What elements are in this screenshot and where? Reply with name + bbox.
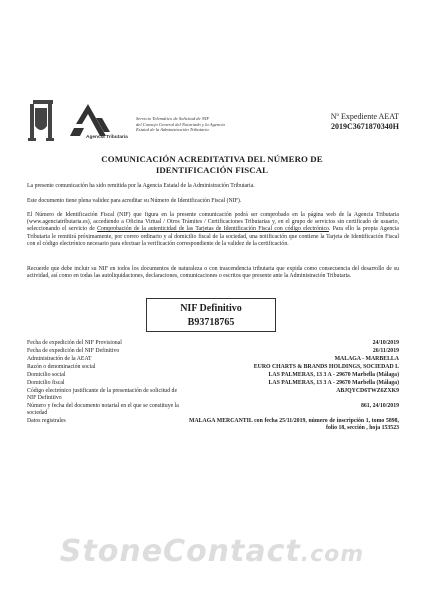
title-line: IDENTIFICACIÓN FISCAL [155, 164, 269, 175]
detail-label: Número y fecha del documento notarial en el que se constituye la sociedad [27, 403, 179, 416]
detail-label: Domicilio fiscal [27, 380, 65, 386]
service-description [136, 116, 276, 133]
paragraph-text: El Número de Identificación Fiscal (NIF) que figura en la presente comunicación podrá ser comprobado en la página web de la Agencia Tributaria (www.agenciatributaria.es), accediendo a Oficina Virtual / Otros Trámites / Certificaciones Tributarias y, en el grupo de servicios sin certificado de usuario, seleccionando el servicio de [27, 212, 399, 233]
paragraph-verification [27, 212, 399, 248]
watermark [0, 534, 424, 569]
detail-label: Fecha de expedición del NIF Provisional [27, 340, 122, 346]
nif-label: NIF Definitivo [180, 303, 242, 314]
detail-label: Razón o denominación social [27, 364, 96, 370]
watermark-main: StoneContact [59, 534, 301, 569]
detail-value: 24/10/2019 [372, 340, 399, 346]
detail-label: Código electrónico justificante de la presentación de solicitud de NIF Definitivo [27, 388, 178, 401]
service-line: Estatal de la Administración Tributaria [136, 127, 209, 132]
verification-service-link: Comprobación de la autenticidad de las Tarjetas de Identificación Fiscal con código electrónico [97, 226, 329, 233]
detail-label: Domicilio social [27, 372, 66, 378]
detail-value: EURO CHARTS & BRANDS HOLDINGS, SOCIEDAD L [253, 364, 399, 370]
detail-value: MALAGA - MARBELLA [334, 356, 399, 362]
detail-label: Datos registrales [27, 418, 66, 424]
paragraph-reminder: Recuerde que debe incluir su NIF en todos los documentos de naturaleza o con trascendencia tributaria que expida como consecuencia del desarrollo de su actividad, así como en todas las autoliquidaciones, declaraciones, comunicaciones o escritos que presente ante la Administración Tributaria. [27, 266, 399, 280]
detail-value: LAS PALMERAS, 13 3 A - 29670 Marbella (Málaga) [268, 380, 399, 386]
detail-value: LAS PALMERAS, 13 3 A - 29670 Marbella (Málaga) [268, 372, 399, 378]
detail-value: 26/11/2019 [372, 348, 399, 354]
paragraph-text: . Para ello la propia Agencia Tributaria le remitirá próximamente, por correo ordinario y al domicilio fiscal de la sociedad, una notificación que contiene la Tarjeta de Identificación Fiscal con el código electrónico necesario para efectuar la verificación correspondiente de la validez de la certificación. [27, 226, 399, 247]
nif-value: B93718765 [187, 317, 235, 328]
expediente-number: 2019C3671870340H [331, 122, 399, 131]
nif-definitivo-box [146, 298, 276, 332]
document-title [40, 154, 384, 175]
detail-value: 861, 24/10/2019 [360, 403, 399, 409]
service-line: Servicio Telemático de Solicitud de NIF [136, 116, 210, 121]
paragraph-remitted: La presente comunicación ha sido remitida por la Agencia Estatal de la Administración Tributaria. [27, 183, 255, 189]
watermark-suffix: .com [300, 542, 365, 567]
paragraph-validity: Este documento tiene plena validez para acreditar su Número de Identificación Fiscal (NIF). [27, 198, 242, 204]
expediente-label: Nº Expediente AEAT [330, 112, 399, 121]
detail-value: MALAGA MERCANTIL con fecha 25/11/2019, número de inscripción 1, tomo 5898, folio 18, sección , hoja 153523 [189, 418, 399, 431]
detail-label: Fecha de expedición del NIF Definitivo [27, 348, 120, 354]
title-line: COMUNICACIÓN ACREDITATIVA DEL NÚMERO DE [101, 154, 323, 164]
agency-name: Agencia Tributaria [86, 135, 128, 140]
expediente-block [331, 112, 399, 132]
detail-label: Administración de la AEAT [27, 356, 92, 362]
service-line: del Consejo General del Notariado y la Agencia [136, 121, 225, 127]
detail-value: ABJQYCD6TWZ6ZXK9 [336, 388, 399, 394]
